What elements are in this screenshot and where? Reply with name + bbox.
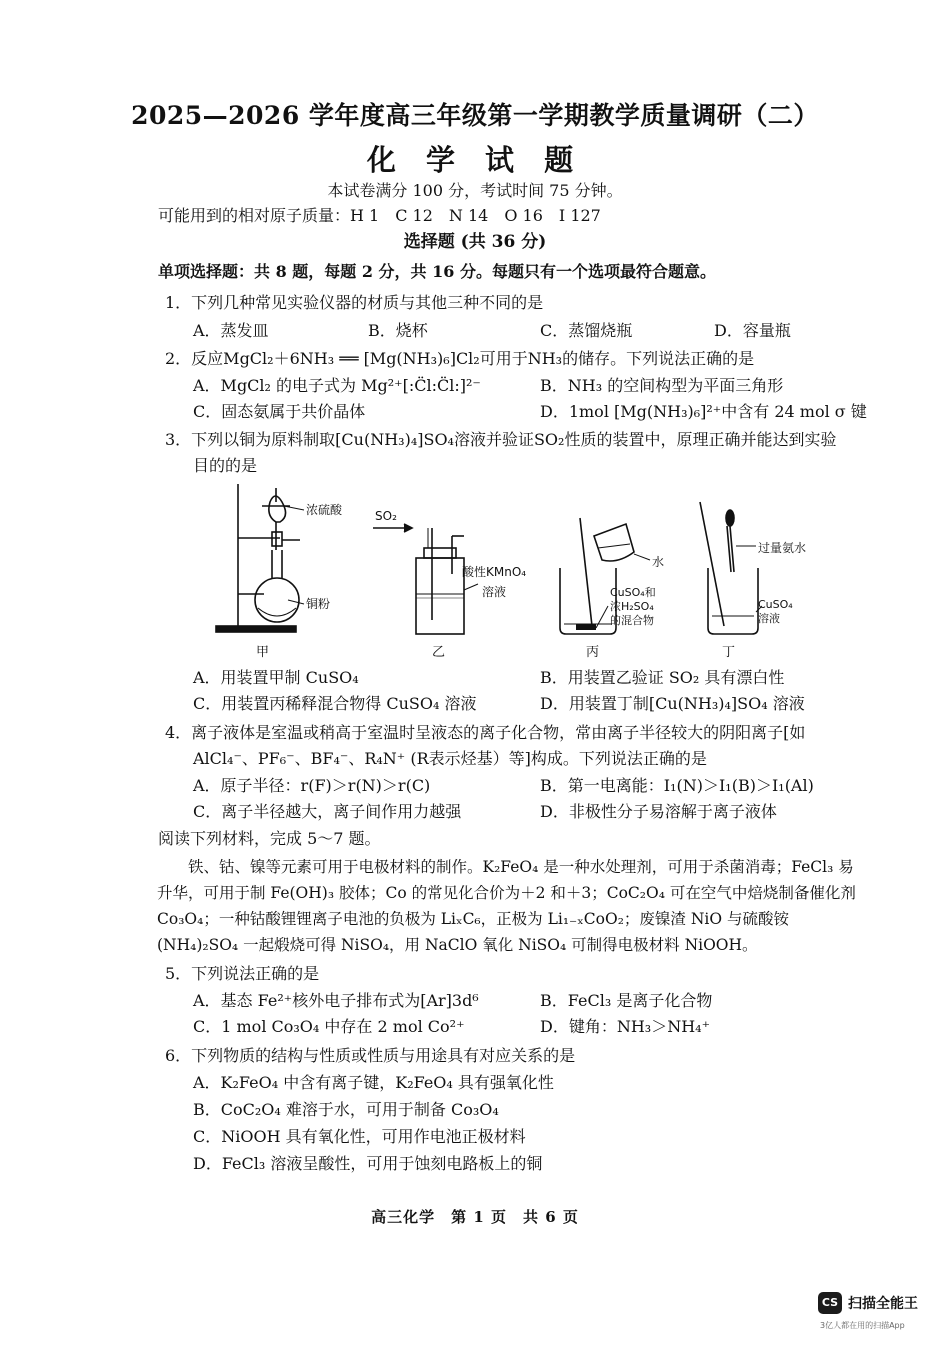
label-copper-powder: 铜粉 [306, 597, 331, 611]
label-cuso4: CuSO₄ [758, 598, 793, 611]
q2-option-c: C．固态氨属于共价晶体 [193, 402, 366, 421]
q3-stem: 3．下列以铜为原料制取[Cu(NH₃)₄]SO₄溶液并验证SO₂性质的装置中，原理正确并能达到实验 [165, 430, 837, 449]
label-conc-sulfuric: 浓硫酸 [306, 503, 343, 517]
apparatus-yi [373, 524, 478, 634]
scanner-tagline: 3亿人都在用的扫描App [820, 1321, 905, 1330]
q5-option-a: A．基态 Fe²⁺核外电子排布式为[Ar]3d⁶ [193, 991, 479, 1010]
q5-option-b: B．FeCl₃ 是离子化合物 [540, 991, 713, 1010]
q1-stem: 1．下列几种常见实验仪器的材质与其他三种不同的是 [165, 293, 544, 312]
label-water: 水 [652, 555, 665, 569]
q3-option-d: D．用装置丁制[Cu(NH₃)₄]SO₄ 溶液 [540, 694, 805, 713]
q1-option-a: A．蒸发皿 [193, 321, 269, 340]
subject-title: 化 学 试 题 [366, 143, 584, 177]
exam-title: 2025—2026 学年度高三年级第一学期教学质量调研（二） [131, 101, 819, 130]
q1-option-b: B．烧杯 [368, 321, 428, 340]
q5-stem: 5．下列说法正确的是 [165, 964, 320, 983]
apparatus-ding [700, 502, 762, 634]
q4-stem-cont: AlCl₄⁻、PF₆⁻、BF₄⁻、R₄N⁺ (R表示烃基）等]构成。下列说法正确的是 [193, 749, 707, 768]
q6-stem: 6．下列物质的结构与性质或性质与用途具有对应关系的是 [165, 1046, 576, 1065]
q4-option-d: D．非极性分子易溶解于离子液体 [540, 802, 777, 821]
q2-option-d: D．1mol [Mg(NH₃)₆]²⁺中含有 24 mol σ 键 [540, 402, 867, 421]
section-instruction: 单项选择题：共 8 题，每题 2 分，共 16 分。每题只有一个选项最符合题意。 [158, 262, 716, 281]
label-kmno4-solution: 溶液 [482, 585, 507, 599]
section-title: 选择题 (共 36 分) [403, 232, 547, 252]
q6-option-c: C．NiOOH 具有氧化性，可用作电池正极材料 [193, 1127, 526, 1146]
label-mixture-3: 的混合物 [610, 614, 654, 627]
scanner-app-name: 扫描全能王 [848, 1296, 918, 1312]
label-kmno4: 酸性KMnO₄ [462, 565, 527, 579]
q4-stem: 4．离子液体是室温或稍高于室温时呈液态的离子化合物，常由离子半径较大的阴阳离子[如 [165, 723, 806, 742]
label-mixture-2: 浓H₂SO₄ [610, 600, 654, 613]
scanner-logo-icon: CS [818, 1292, 842, 1314]
reading-passage: 铁、钴、镍等元素可用于电极材料的制作。K₂FeO₄ 是一种水处理剂，可用于杀菌消毒；FeCl₃ 易升华，可用于制 Fe(OH)₃ 胶体；Co 的常见化合价为＋2 和＋3；CoC₂O₄ 可在空气中焙烧制备催化剂 Co₃O₄；一种钴酸锂锂离子电池的负极为 LiₓC₆，正极为 Li₁₋ₓCoO₂；废镍渣 NiO 与硫酸铵(NH₄)₂SO₄ 一起煅烧可得 NiSO₄，用 NaClO 氧化 NiSO₄ 可制得电极材料 NiOOH。 [157, 858, 856, 954]
q3-option-c: C．用装置丙稀释混合物得 CuSO₄ 溶液 [193, 694, 477, 713]
q4-option-a: A．原子半径：r(F)＞r(N)＞r(C) [193, 776, 431, 795]
label-so2: SO₂ [375, 509, 397, 523]
q4-option-c: C．离子半径越大，离子间作用力越强 [193, 802, 462, 821]
q6-option-b: B．CoC₂O₄ 难溶于水，可用于制备 Co₃O₄ [193, 1100, 499, 1119]
q5-option-d: D．键角：NH₃＞NH₄⁺ [540, 1017, 711, 1036]
q1-option-d: D．容量瓶 [714, 321, 791, 340]
q6-option-a: A．K₂FeO₄ 中含有离子键，K₂FeO₄ 具有强氧化性 [193, 1073, 554, 1092]
label-ammonia: 过量氨水 [758, 541, 807, 555]
label-bing: 丙 [586, 645, 600, 660]
atomic-masses: 可能用到的相对原子质量：H 1 C 12 N 14 O 16 I 127 [158, 206, 601, 225]
reading-intro: 阅读下列材料，完成 5～7 题。 [158, 829, 381, 848]
label-jia: 甲 [256, 645, 270, 660]
label-mixture-1: CuSO₄和 [610, 586, 656, 599]
exam-note: 本试卷满分 100 分，考试时间 75 分钟。 [327, 181, 623, 200]
q3-option-b: B．用装置乙验证 SO₂ 具有漂白性 [540, 668, 785, 687]
q3-stem-cont: 目的的是 [193, 456, 258, 475]
q6-option-d: D．FeCl₃ 溶液呈酸性，可用于蚀刻电路板上的铜 [193, 1154, 543, 1173]
label-cuso4-solution: 溶液 [758, 612, 780, 625]
page-footer: 高三化学 第 1 页 共 6 页 [371, 1208, 579, 1226]
apparatus-jia [216, 484, 304, 632]
q2-option-a: A．MgCl₂ 的电子式为 Mg²⁺[:C̈l:C̈l:]²⁻ [193, 376, 481, 395]
q1-option-c: C．蒸馏烧瓶 [540, 321, 633, 340]
q2-option-b: B．NH₃ 的空间构型为平面三角形 [540, 376, 784, 395]
q4-option-b: B．第一电离能：I₁(N)＞I₁(B)＞I₁(Al) [540, 776, 814, 795]
q5-option-c: C．1 mol Co₃O₄ 中存在 2 mol Co²⁺ [193, 1017, 465, 1036]
label-yi: 乙 [432, 645, 446, 660]
scanner-watermark [818, 1290, 938, 1334]
q3-option-a: A．用装置甲制 CuSO₄ [193, 668, 359, 687]
q2-stem: 2．反应MgCl₂＋6NH₃ ══ [Mg(NH₃)₆]Cl₂可用于NH₃的储存。下列说法正确的是 [165, 349, 755, 368]
label-ding: 丁 [722, 645, 736, 660]
apparatus-figure [200, 478, 840, 660]
